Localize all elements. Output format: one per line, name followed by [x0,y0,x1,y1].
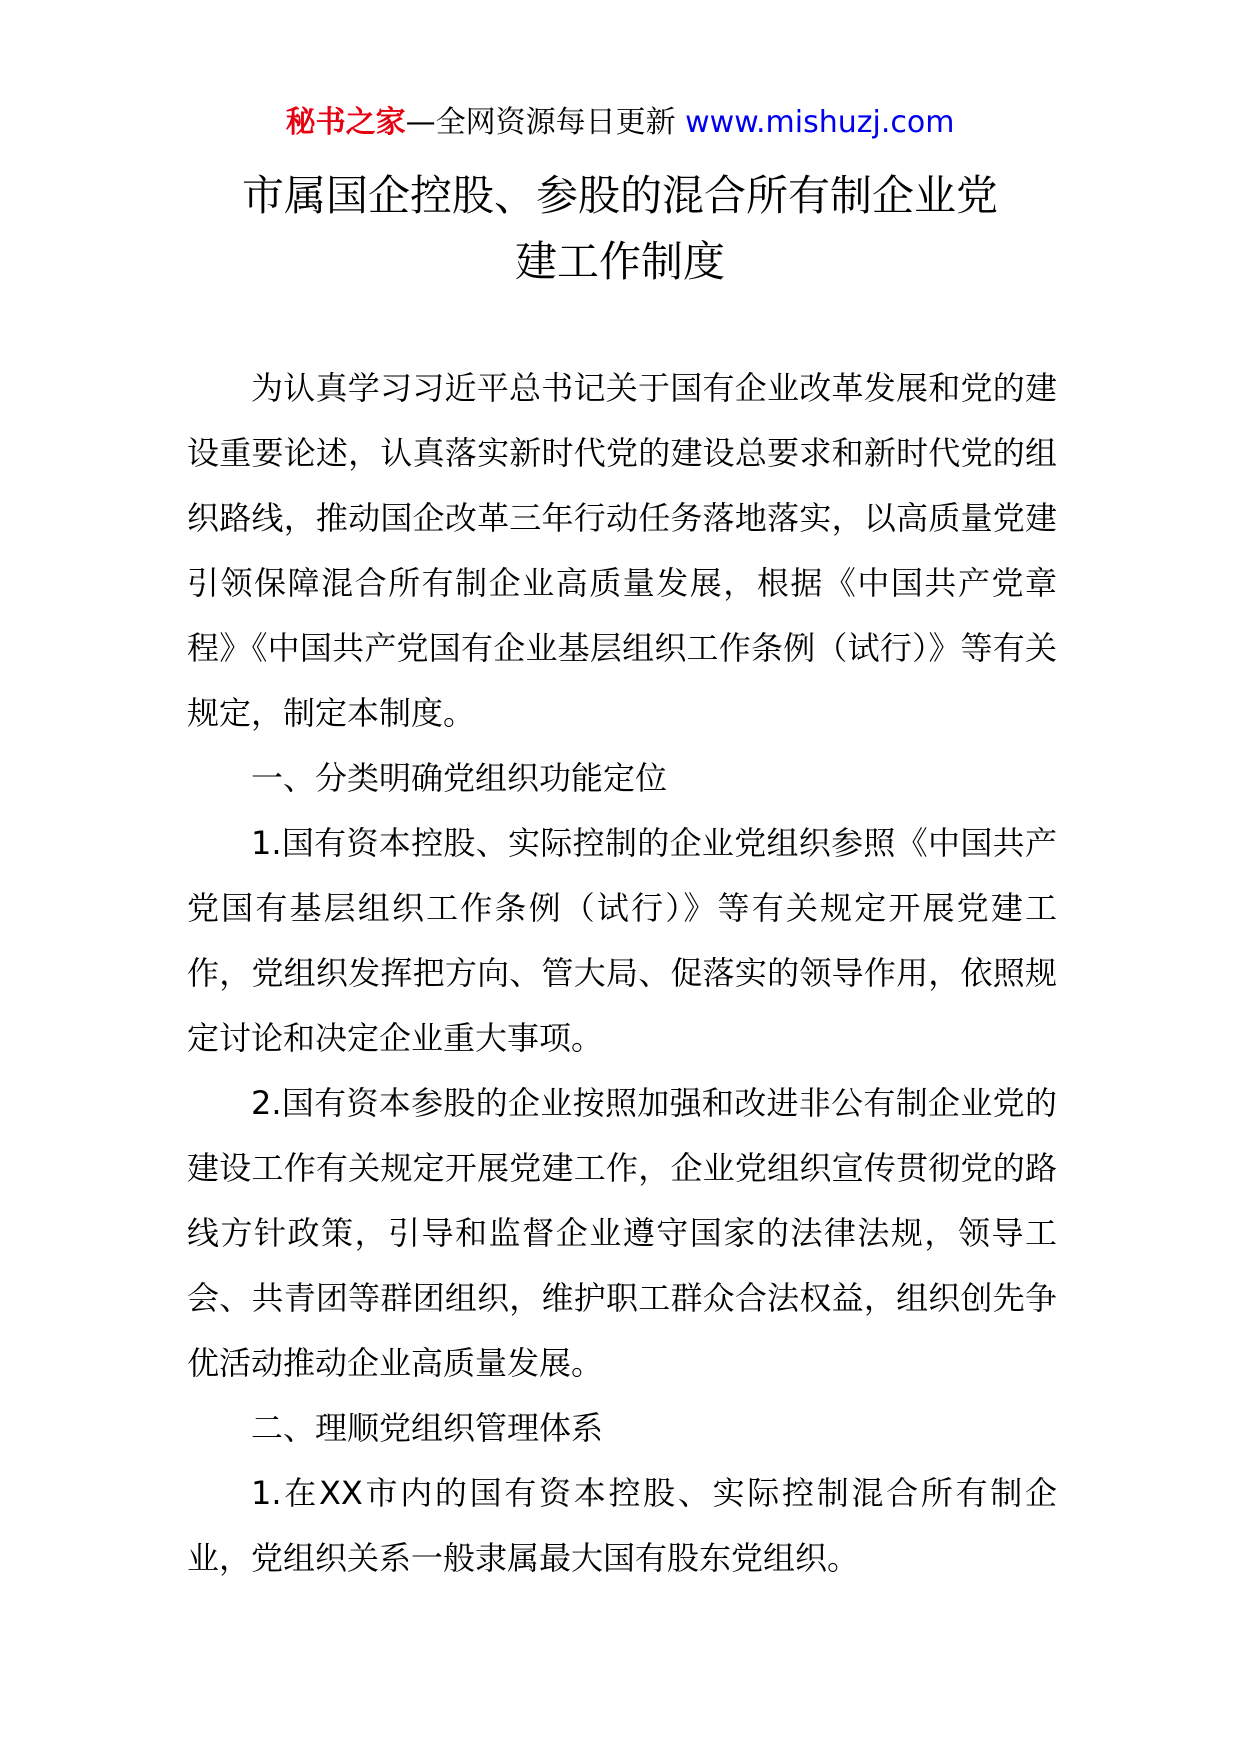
watermark-banner [0,101,1240,145]
title-line-2: 建工作制度 [514,237,725,286]
paragraph-1-2: 2.国有资本参股的企业按照加强和改进非公有制企业党的建设工作有关规定开展党建工作，企业党组织宣传贯彻党的路线方针政策，引导和监督企业遵守国家的法律法规，领导工会、共青团等群团组织，维护职工群众合法权益，组织创先争优活动推动企业高质量发展。 [187,1084,1057,1382]
document-title [150,163,1090,295]
paragraph-1-1: 1.国有资本控股、实际控制的企业党组织参照《中国共产党国有基层组织工作条例（试行）》等有关规定开展党建工作，党组织发挥把方向、管大局、促落实的领导作用，依照规定讨论和决定企业重大事项。 [187,824,1057,1057]
intro-paragraph: 为认真学习习近平总书记关于国有企业改革发展和党的建设重要论述，认真落实新时代党的建设总要求和新时代党的组织路线，推动国企改革三年行动任务落地落实，以高质量党建引领保障混合所有制企业高质量发展，根据《中国共产党章程》《中国共产党国有企业基层组织工作条例（试行）》等有关规定，制定本制度。 [187,369,1057,732]
section-heading-2: 二、理顺党组织管理体系 [251,1409,604,1447]
brand-name: 秘书之家 [285,105,406,140]
document-body [187,356,1057,1591]
section-heading-1: 一、分类明确党组织功能定位 [251,759,668,797]
paragraph-2-1: 1.在XX市内的国有资本控股、实际控制混合所有制企业，党组织关系一般隶属最大国有股东党组织。 [187,1474,1057,1577]
banner-tagline: —全网资源每日更新 [405,105,676,140]
title-line-1: 市属国企控股、参股的混合所有制企业党 [241,171,998,220]
website-link[interactable]: www.mishuzj.com [685,105,955,140]
